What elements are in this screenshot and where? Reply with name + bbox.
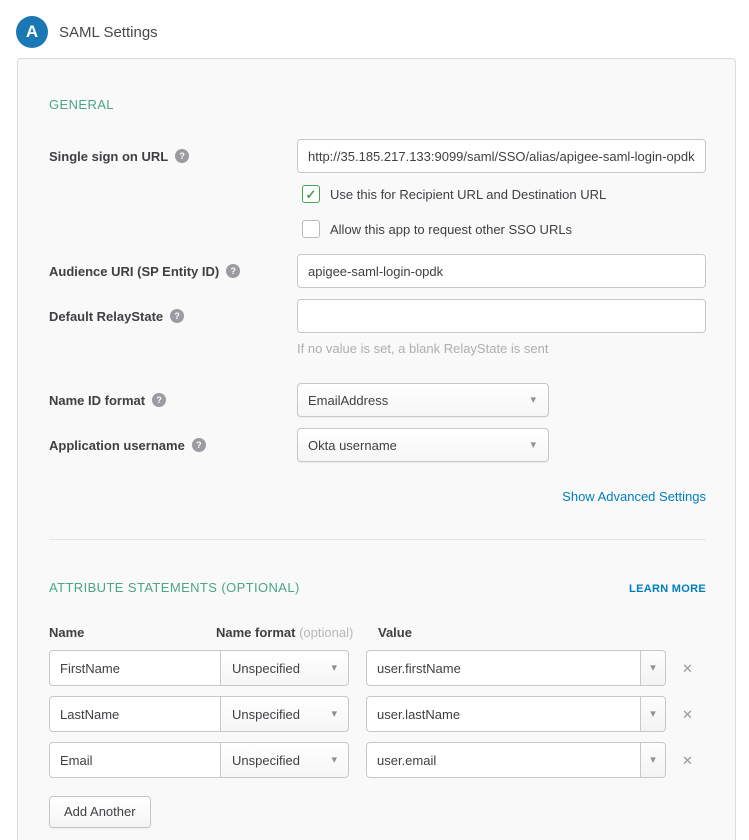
chevron-down-icon: ▾ bbox=[650, 707, 656, 720]
learn-more-link[interactable]: LEARN MORE bbox=[629, 583, 706, 595]
attribute-value-dropdown-button[interactable] bbox=[640, 742, 666, 778]
column-header-name: Name bbox=[49, 625, 85, 640]
column-header-format-optional: (optional) bbox=[299, 625, 354, 640]
relay-state-label: Default RelayState bbox=[49, 309, 164, 324]
attribute-value-dropdown-button[interactable] bbox=[640, 696, 666, 732]
relay-state-input[interactable] bbox=[297, 299, 706, 333]
attribute-name-input[interactable] bbox=[49, 742, 221, 778]
sso-url-input[interactable] bbox=[297, 139, 706, 173]
chevron-down-icon: ▾ bbox=[530, 438, 536, 451]
audience-uri-row bbox=[49, 254, 706, 288]
help-icon[interactable]: ? bbox=[152, 393, 166, 407]
audience-uri-label: Audience URI (SP Entity ID) bbox=[49, 264, 220, 279]
relay-state-helper-text: If no value is set, a blank RelayState is sent bbox=[297, 341, 549, 356]
app-username-label-cell bbox=[49, 428, 297, 462]
attribute-value-input[interactable] bbox=[366, 696, 641, 732]
attribute-statements-header bbox=[49, 580, 706, 595]
attribute-format-select[interactable] bbox=[220, 742, 349, 778]
attribute-column-headers bbox=[49, 625, 706, 640]
attribute-format-value: Unspecified bbox=[232, 752, 300, 768]
chevron-down-icon: ▾ bbox=[650, 753, 656, 766]
sso-url-row bbox=[49, 139, 706, 173]
help-icon[interactable]: ? bbox=[170, 309, 184, 323]
app-username-label: Application username bbox=[49, 438, 185, 453]
name-id-format-value: EmailAddress bbox=[308, 392, 389, 408]
attribute-format-select[interactable] bbox=[220, 696, 349, 732]
saml-settings-panel bbox=[17, 58, 736, 840]
audience-uri-label-cell bbox=[49, 254, 297, 288]
app-username-select[interactable] bbox=[297, 428, 549, 462]
recipient-url-checkbox-label: Use this for Recipient URL and Destination URL bbox=[330, 186, 607, 202]
audience-uri-input[interactable] bbox=[297, 254, 706, 288]
attribute-format-value: Unspecified bbox=[232, 706, 300, 722]
attribute-format-select[interactable] bbox=[220, 650, 349, 686]
attribute-row bbox=[49, 650, 706, 686]
help-icon[interactable]: ? bbox=[192, 438, 206, 452]
attribute-name-input[interactable] bbox=[49, 696, 221, 732]
other-sso-urls-checkbox-label: Allow this app to request other SSO URLs bbox=[330, 221, 573, 237]
chevron-down-icon: ▾ bbox=[650, 661, 656, 674]
remove-attribute-icon[interactable]: ✕ bbox=[682, 706, 693, 722]
step-a-badge: A bbox=[16, 16, 48, 48]
name-id-format-label: Name ID format bbox=[49, 393, 146, 408]
attribute-value-input[interactable] bbox=[366, 650, 641, 686]
saml-settings-header bbox=[0, 0, 749, 48]
attribute-row bbox=[49, 696, 706, 732]
attribute-value-input[interactable] bbox=[366, 742, 641, 778]
attribute-row bbox=[49, 742, 706, 778]
attribute-format-value: Unspecified bbox=[232, 660, 300, 676]
column-header-value: Value bbox=[378, 625, 412, 640]
sso-url-label: Single sign on URL bbox=[49, 149, 169, 164]
section-divider bbox=[49, 539, 706, 540]
relay-state-row bbox=[49, 299, 706, 333]
recipient-url-checkbox[interactable]: ✓ bbox=[302, 185, 320, 203]
attribute-name-input[interactable] bbox=[49, 650, 221, 686]
show-advanced-settings-link[interactable]: Show Advanced Settings bbox=[562, 489, 706, 504]
name-id-format-select[interactable] bbox=[297, 383, 549, 417]
app-username-row bbox=[49, 428, 706, 462]
chevron-down-icon: ▾ bbox=[530, 393, 536, 406]
attribute-statements-title: ATTRIBUTE STATEMENTS (OPTIONAL) bbox=[49, 580, 300, 595]
remove-attribute-icon[interactable]: ✕ bbox=[682, 660, 693, 676]
help-icon[interactable]: ? bbox=[175, 149, 189, 163]
help-icon[interactable]: ? bbox=[226, 264, 240, 278]
recipient-url-checkbox-row bbox=[302, 185, 706, 203]
sso-url-label-cell bbox=[49, 139, 297, 173]
column-header-format: Name format (optional) bbox=[216, 625, 354, 640]
general-section-title: GENERAL bbox=[49, 97, 114, 112]
name-id-format-row bbox=[49, 383, 706, 417]
relay-state-label-cell bbox=[49, 299, 297, 333]
app-username-value: Okta username bbox=[308, 437, 397, 453]
other-sso-urls-checkbox-row bbox=[302, 220, 706, 238]
remove-attribute-icon[interactable]: ✕ bbox=[682, 752, 693, 768]
chevron-down-icon: ▾ bbox=[331, 707, 337, 720]
chevron-down-icon: ▾ bbox=[331, 753, 337, 766]
attribute-value-dropdown-button[interactable] bbox=[640, 650, 666, 686]
other-sso-urls-checkbox[interactable] bbox=[302, 220, 320, 238]
chevron-down-icon: ▾ bbox=[331, 661, 337, 674]
add-another-button[interactable]: Add Another bbox=[49, 796, 151, 828]
name-id-format-label-cell bbox=[49, 383, 297, 417]
page-title: SAML Settings bbox=[59, 23, 158, 41]
